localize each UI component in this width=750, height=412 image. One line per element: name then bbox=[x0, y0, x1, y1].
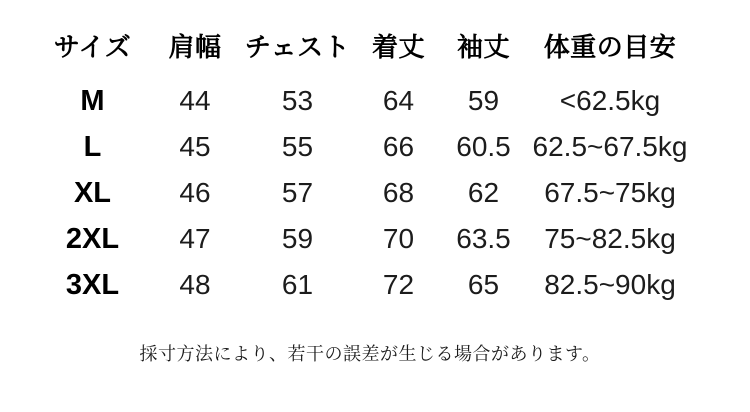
chest-value: 57 bbox=[281, 177, 314, 208]
shoulder-width-value: 48 bbox=[179, 269, 211, 300]
size-label: 2XL bbox=[65, 222, 120, 255]
chest-value: 55 bbox=[281, 131, 314, 162]
chest-value: 59 bbox=[281, 223, 314, 254]
table-row-xl bbox=[30, 170, 720, 216]
column-header-chest: チェスト bbox=[244, 31, 351, 62]
table-row-l bbox=[30, 124, 720, 170]
table-row-m bbox=[30, 78, 720, 124]
shoulder-width-value: 47 bbox=[179, 223, 211, 254]
shoulder-width-value: 46 bbox=[179, 177, 211, 208]
size-label: M bbox=[80, 84, 105, 117]
size-label: L bbox=[83, 130, 102, 163]
length-value: 72 bbox=[382, 269, 415, 300]
size-label: XL bbox=[73, 176, 112, 209]
weight-range-value: 62.5~67.5kg bbox=[532, 131, 688, 162]
weight-range-value: <62.5kg bbox=[559, 85, 661, 116]
chest-value: 53 bbox=[281, 85, 314, 116]
weight-range-value: 75~82.5kg bbox=[544, 223, 676, 254]
table-row-3xl bbox=[30, 262, 720, 308]
sleeve-length-value: 62 bbox=[467, 177, 500, 208]
column-header-size: サイズ bbox=[53, 31, 132, 62]
sleeve-length-value: 59 bbox=[467, 85, 500, 116]
weight-range-value: 82.5~90kg bbox=[544, 269, 676, 300]
length-value: 68 bbox=[382, 177, 415, 208]
shoulder-width-value: 45 bbox=[179, 131, 211, 162]
sleeve-length-value: 63.5 bbox=[456, 223, 511, 254]
table-header-row bbox=[30, 22, 720, 68]
weight-range-value: 67.5~75kg bbox=[544, 177, 676, 208]
length-value: 70 bbox=[382, 223, 415, 254]
column-header-sleeve: 袖丈 bbox=[456, 31, 510, 62]
column-header-length: 着丈 bbox=[371, 31, 425, 62]
table-row-2xl bbox=[30, 216, 720, 262]
size-label: 3XL bbox=[65, 268, 120, 301]
length-value: 64 bbox=[382, 85, 415, 116]
measurement-disclaimer: 採寸方法により、若干の誤差が生じる場合があります。 bbox=[139, 344, 601, 364]
sleeve-length-value: 60.5 bbox=[456, 131, 511, 162]
chest-value: 61 bbox=[281, 269, 314, 300]
column-header-shoulder: 肩幅 bbox=[168, 31, 222, 62]
sleeve-length-value: 65 bbox=[467, 269, 500, 300]
length-value: 66 bbox=[382, 131, 415, 162]
column-header-weight: 体重の目安 bbox=[543, 31, 677, 62]
shoulder-width-value: 44 bbox=[179, 85, 211, 116]
